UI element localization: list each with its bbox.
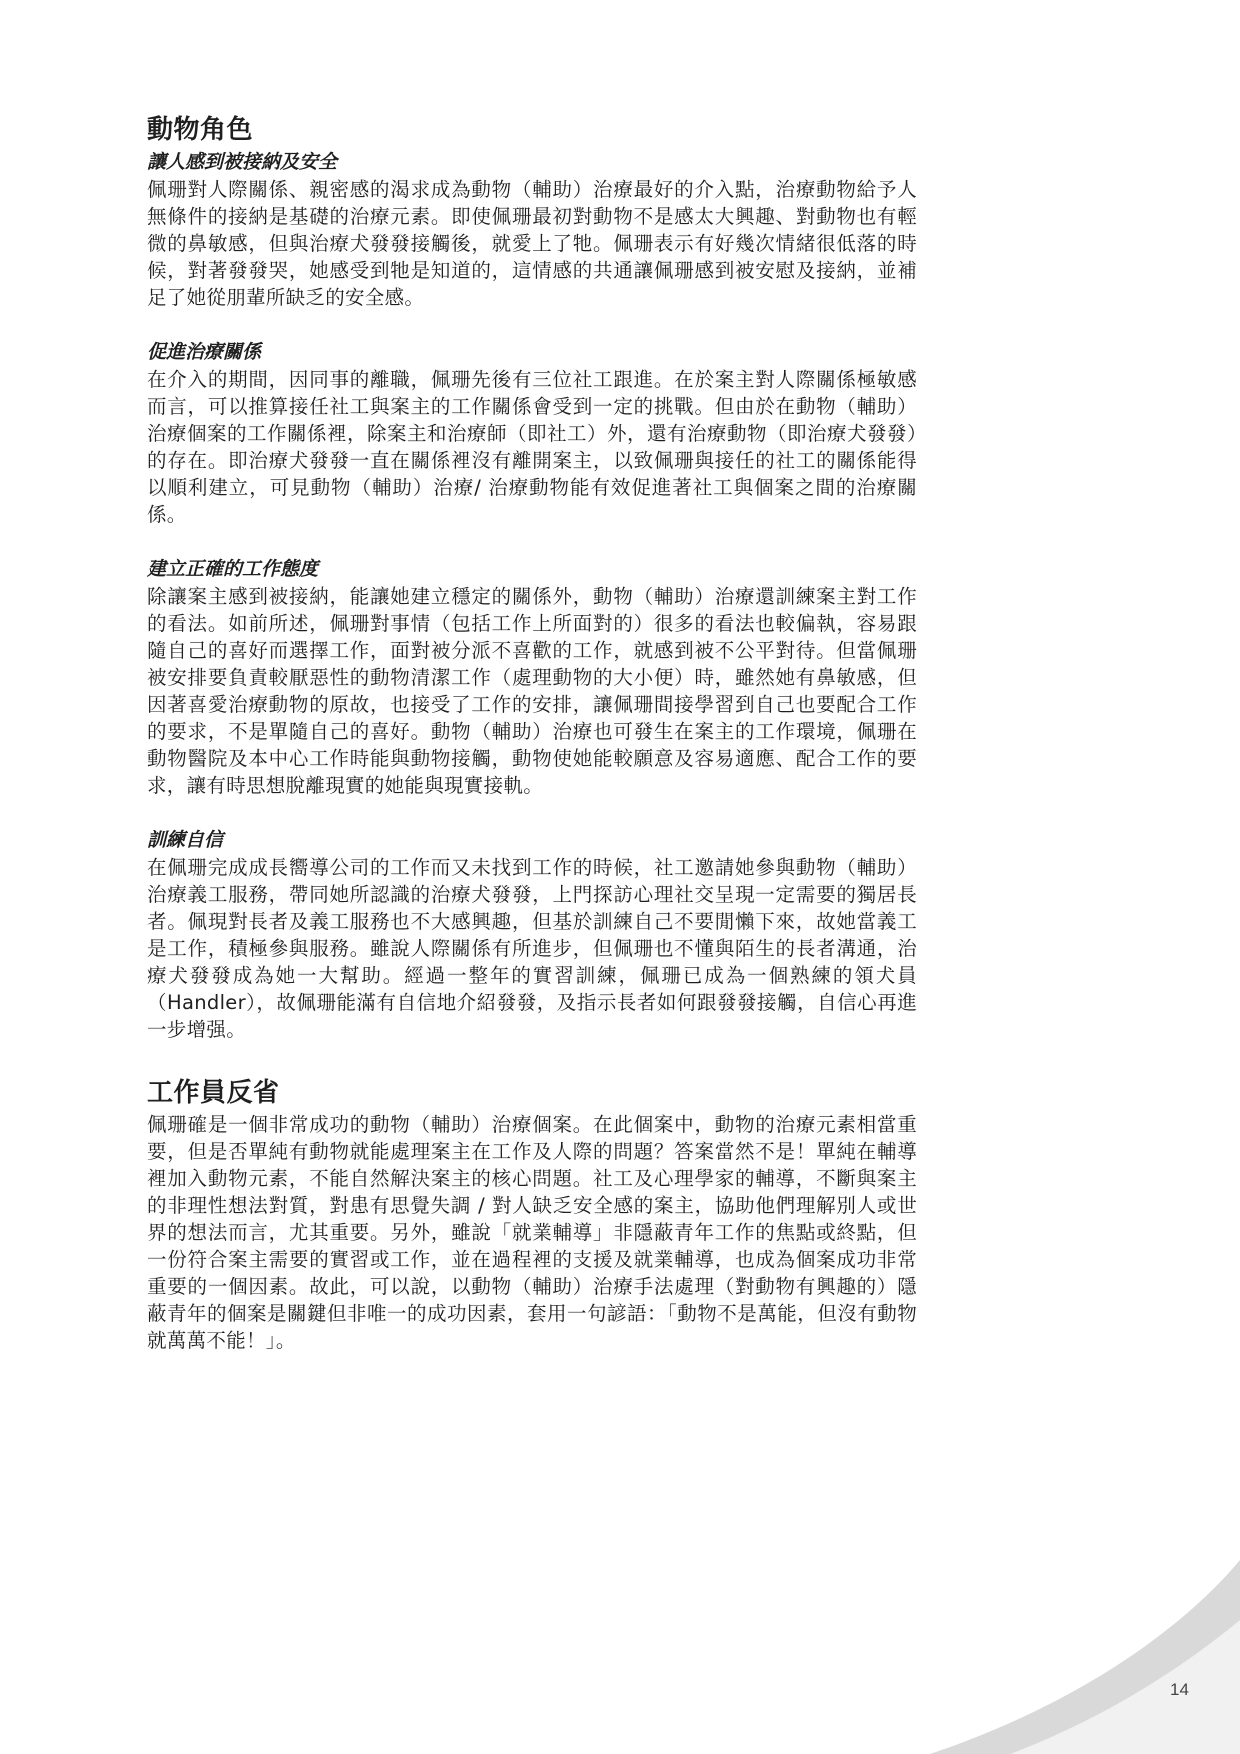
paragraph-therapeutic-relationship: 在介入的期間，因同事的離職，佩珊先後有三位社工跟進。在於案主對人際關係極敏感而言，可以推算接任社工與案主的工作關係會受到一定的挑戰。但由於在動物（輔助）治療個案的工作關係裡，除案主和治療師（即社工）外，還有治療動物（即治療犬發發）的存在。即治療犬發發一直在關係裡沒有離開案主，以致佩珊與接任的社工的關係能得以順利建立，可見動物（輔助）治療/ 治療動物能有效促進著社工與個案之間的治療關係。 [147,368,917,526]
page-number: 14 [1170,1680,1189,1699]
subheading-acceptance-safety: 讓人感到被接納及安全 [147,151,338,173]
section-title-worker-reflection: 工作員反省 [147,1078,280,1108]
paragraph-acceptance-safety: 佩珊對人際關係、親密感的渴求成為動物（輔助）治療最好的介入點，治療動物給予人無條件的接納是基礎的治療元素。即使佩珊最初對動物不是感太大興趣、對動物也有輕微的鼻敏感，但與治療犬發發接觸後，就愛上了牠。佩珊表示有好幾次情緒很低落的時候，對著發發哭，她感受到牠是知道的，這情感的共通讓佩珊感到被安慰及接納，並補足了她從朋輩所缺乏的安全感。 [147,178,917,309]
subheading-work-attitude: 建立正確的工作態度 [147,558,319,580]
subheading-confidence-training: 訓練自信 [147,829,224,851]
document-body [147,112,917,1354]
paragraph-work-attitude: 除讓案主感到被接納，能讓她建立穩定的關係外，動物（輔助）治療還訓練案主對工作的看法。如前所述，佩珊對事情（包括工作上所面對的）很多的看法也較偏執，容易跟隨自己的喜好而選擇工作，面對被分派不喜歡的工作，就感到被不公平對待。但當佩珊被安排要負責較厭惡性的動物清潔工作（處理動物的大小便）時，雖然她有鼻敏感，但因著喜愛治療動物的原故，也接受了工作的安排，讓佩珊間接學習到自己也要配合工作的要求，不是單隨自己的喜好。動物（輔助）治療也可發生在案主的工作環境，佩珊在動物醫院及本中心工作時能與動物接觸，動物使她能較願意及容易適應、配合工作的要求，讓有時思想脫離現實的她能與現實接軌。 [147,585,917,797]
section-title-animal-role: 動物角色 [147,115,254,145]
paragraph-confidence-training: 在佩珊完成成長嚮導公司的工作而又未找到工作的時候，社工邀請她參與動物（輔助）治療義工服務，帶同她所認識的治療犬發發，上門探訪心理社交呈現一定需要的獨居長者。佩現對長者及義工服務也不大感興趣，但基於訓練自己不要閒懶下來，故她當義工是工作，積極參與服務。雖說人際關係有所進步，但佩珊也不懂與陌生的長者溝通，治療犬發發成為她一大幫助。經過一整年的實習訓練，佩珊已成為一個熟練的領犬員（Handler），故佩珊能滿有自信地介紹發發，及指示長者如何跟發發接觸，自信心再進一步增强。 [147,856,917,1041]
paragraph-worker-reflection: 佩珊確是一個非常成功的動物（輔助）治療個案。在此個案中，動物的治療元素相當重要，但是否單純有動物就能處理案主在工作及人際的問題？答案當然不是！單純在輔導裡加入動物元素，不能自然解決案主的核心問題。社工及心理學家的輔導，不斷與案主的非理性想法對質，對患有思覺失調 / 對人缺乏安全感的案主，協助他們理解別人或世界的想法而言，尤其重要。另外，雖說「就業輔導」非隱蔽青年工作的焦點或終點，但一份符合案主需要的實習或工作，並在過程裡的支援及就業輔導，也成為個案成功非常重要的一個因素。故此，可以說，以動物（輔助）治療手法處理（對動物有興趣的）隱蔽青年的個案是關鍵但非唯一的成功因素，套用一句諺語：「動物不是萬能，但沒有動物就萬萬不能！」。 [147,1113,917,1352]
subheading-therapeutic-relationship: 促進治療關係 [147,341,262,363]
